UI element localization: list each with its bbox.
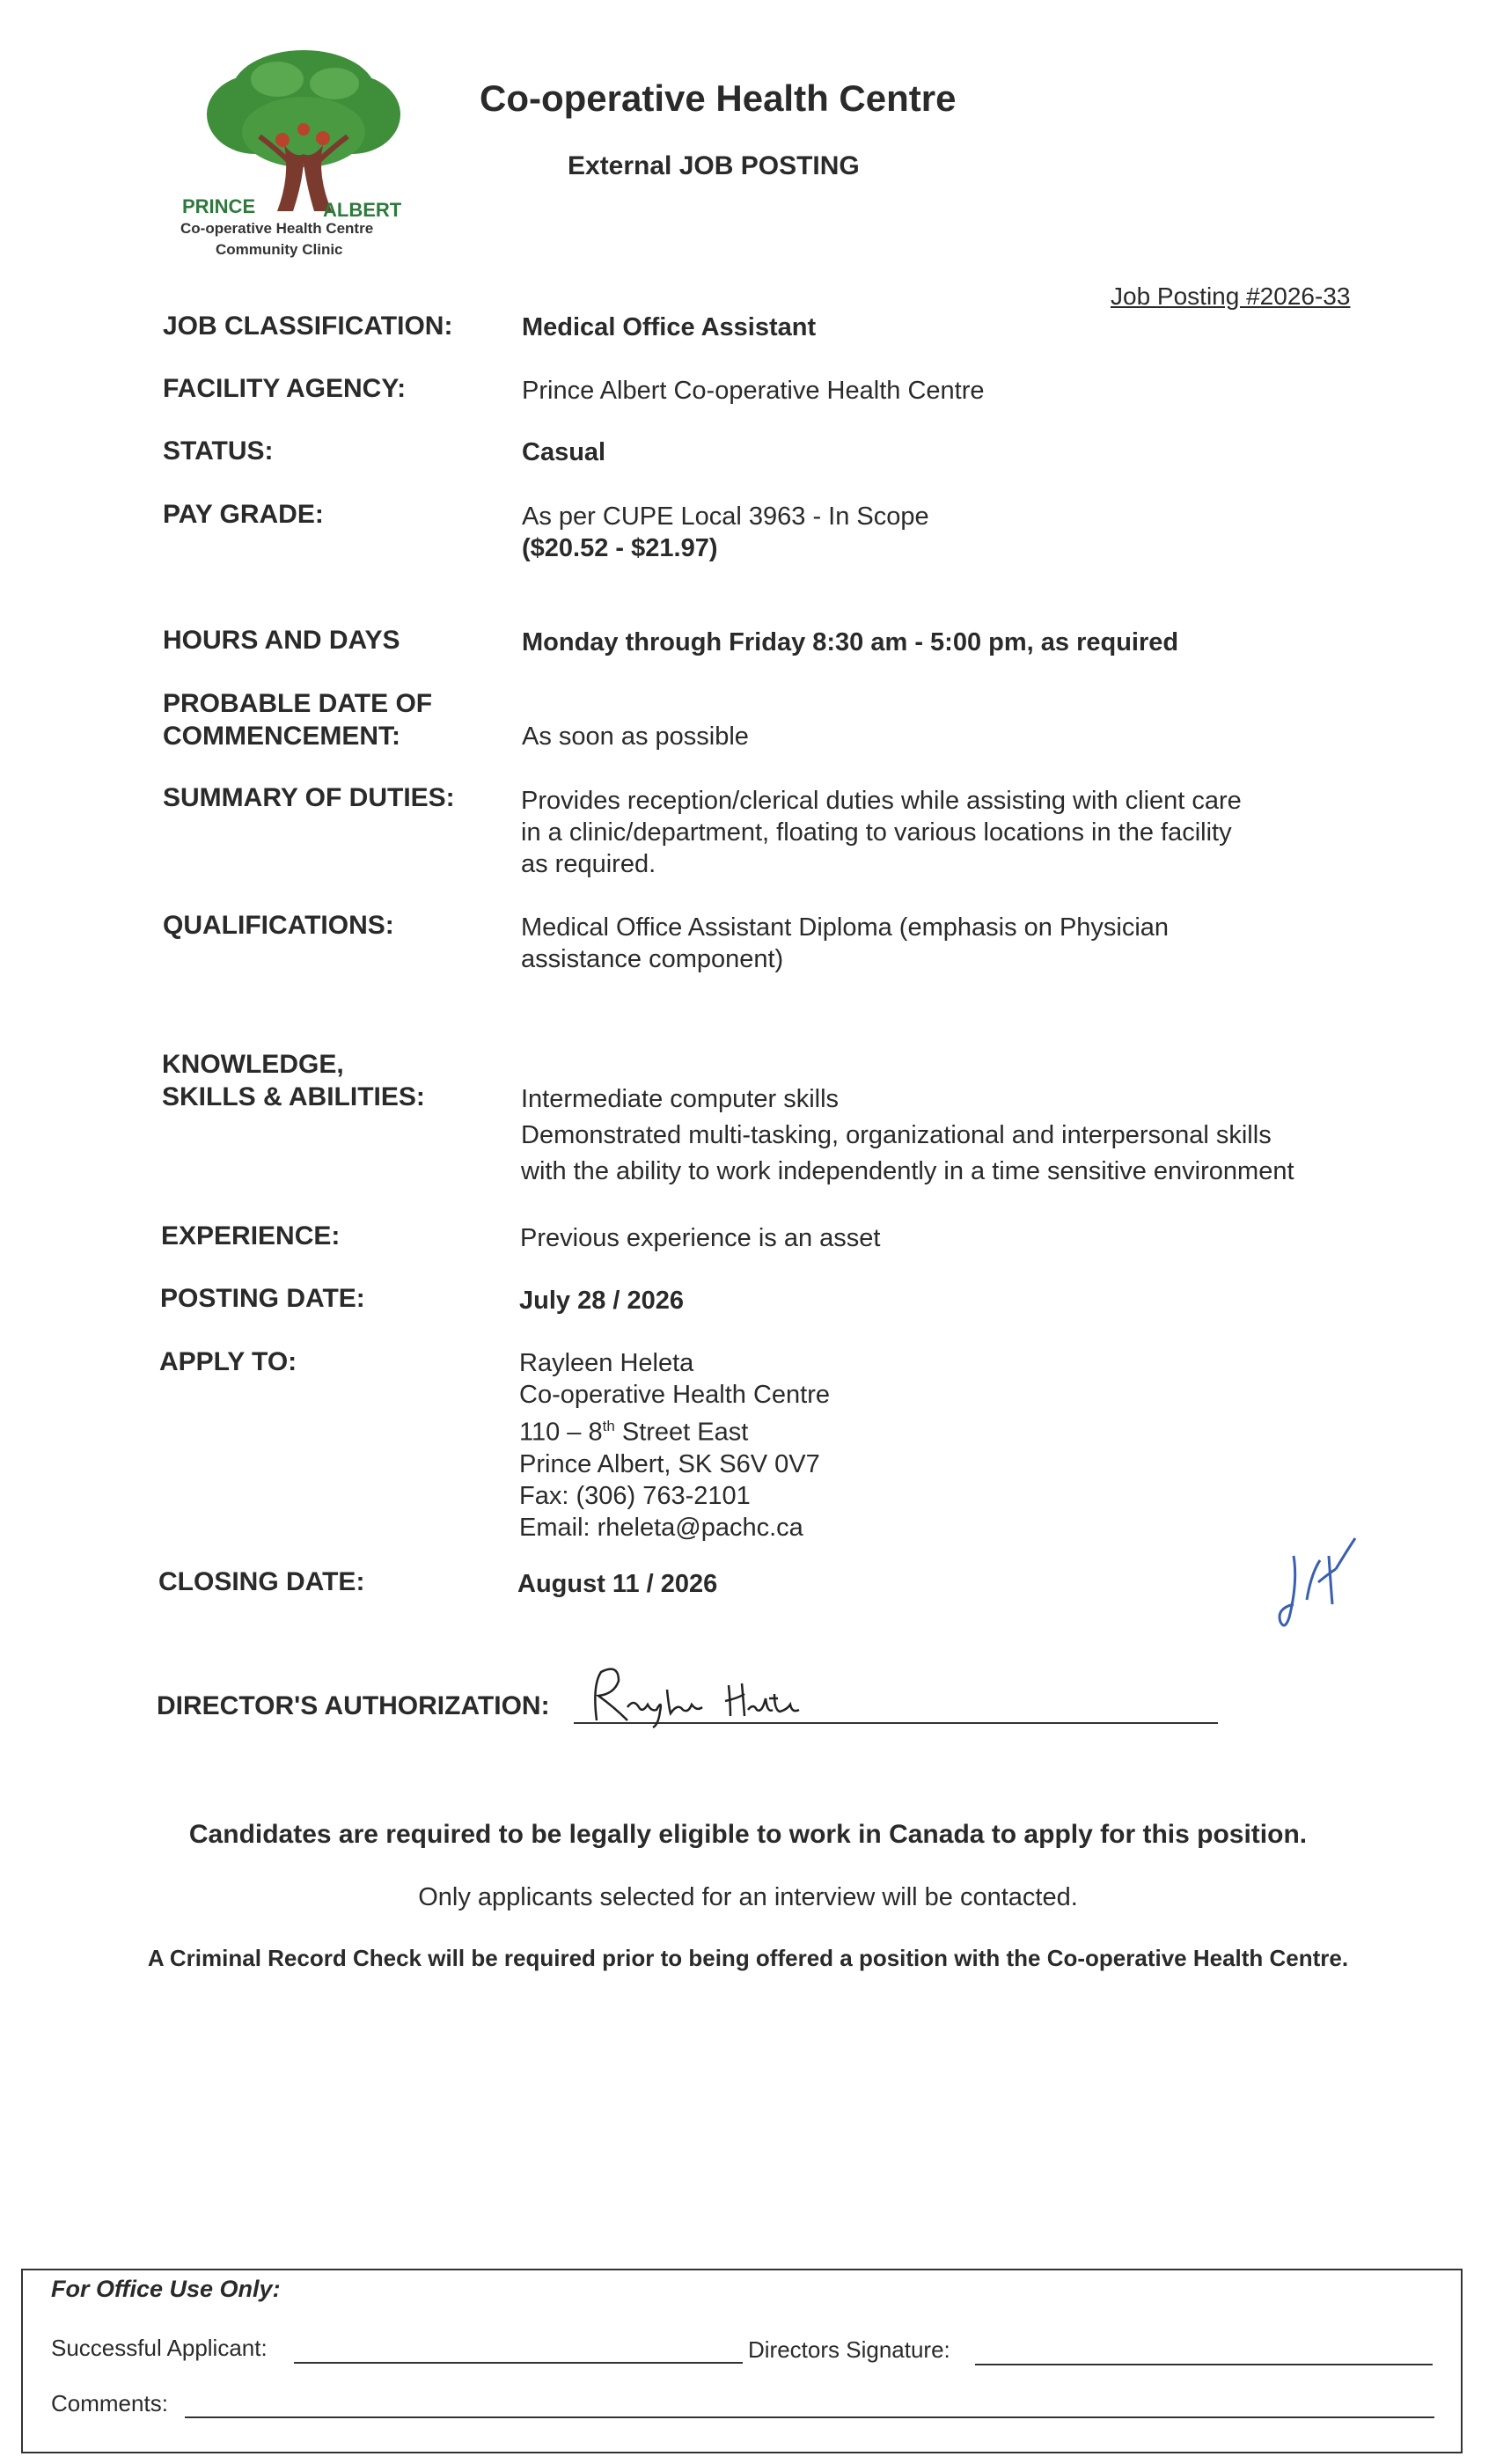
label-ksa-line1: KNOWLEDGE, — [162, 1050, 344, 1079]
pay-grade-range: ($20.52 - $21.97) — [522, 534, 718, 562]
value-summary — [521, 785, 1242, 880]
authorization-label: DIRECTOR'S AUTHORIZATION: — [157, 1691, 550, 1720]
value-apply-to — [519, 1347, 830, 1544]
ksa-line: Intermediate computer skills — [521, 1085, 840, 1113]
label-ksa-line2: SKILLS & ABILITIES: — [162, 1082, 425, 1111]
contact-notice: Only applicants selected for an interview will be contacted. — [418, 1883, 1078, 1911]
label-ksa — [162, 1048, 425, 1113]
directors-signature-label: Directors Signature: — [748, 2336, 950, 2363]
value-ksa — [521, 1082, 1294, 1190]
pay-grade-scope: As per CUPE Local 3963 - In Scope — [522, 502, 929, 531]
label-apply-to: APPLY TO: — [159, 1347, 297, 1376]
label-commencement-line1: PROBABLE DATE OF — [163, 689, 433, 718]
posting-number: Job Posting #2026-33 — [1111, 282, 1351, 310]
label-experience: EXPERIENCE: — [161, 1221, 341, 1250]
street-number: 110 – 8 — [519, 1418, 603, 1447]
value-job-classification: Medical Office Assistant — [522, 313, 817, 341]
directors-signature-line[interactable] — [975, 2364, 1433, 2365]
label-job-classification: JOB CLASSIFICATION: — [163, 312, 453, 341]
value-commencement: As soon as possible — [522, 722, 749, 751]
qualifications-line: assistance component) — [521, 945, 784, 973]
value-posting-date: July 28 / 2026 — [519, 1287, 685, 1315]
successful-applicant-label: Successful Applicant: — [51, 2335, 268, 2361]
summary-line: as required. — [521, 850, 656, 878]
label-closing-date: CLOSING DATE: — [158, 1567, 365, 1596]
label-commencement-line2: COMMENCEMENT: — [163, 722, 400, 751]
org-title: Co-operative Health Centre — [480, 77, 957, 119]
apply-city: Prince Albert, SK S6V 0V7 — [519, 1449, 820, 1478]
logo-prince: PRINCE — [182, 195, 256, 217]
value-closing-date: August 11 / 2026 — [517, 1570, 718, 1598]
label-qualifications: QUALIFICATIONS: — [163, 911, 394, 940]
value-status: Casual — [522, 438, 606, 466]
initials-signature — [1258, 1521, 1364, 1635]
summary-line: Provides reception/clerical duties while assisting with client care — [521, 787, 1242, 815]
label-posting-date: POSTING DATE: — [160, 1284, 365, 1313]
posting-type: External JOB POSTING — [568, 151, 860, 180]
value-experience: Previous experience is an asset — [520, 1224, 881, 1252]
eligibility-notice: Candidates are required to be legally eligible to work in Canada to apply for this position. — [188, 1820, 1308, 1849]
apply-email: Email: rheleta@pachc.ca — [519, 1513, 803, 1542]
logo-line2: Community Clinic — [216, 241, 343, 258]
logo-albert: ALBERT — [323, 199, 402, 221]
street-suffix: th — [602, 1418, 615, 1434]
apply-name: Rayleen Heleta — [519, 1349, 694, 1377]
logo-line1: Co-operative Health Centre — [180, 220, 374, 237]
label-status: STATUS: — [163, 436, 274, 466]
street-name: Street East — [614, 1418, 749, 1447]
apply-org: Co-operative Health Centre — [519, 1381, 831, 1409]
qualifications-line: Medical Office Assistant Diploma (emphasis on Physician — [521, 913, 1170, 942]
value-facility-agency: Prince Albert Co-operative Health Centre — [522, 377, 985, 405]
ksa-line: with the ability to work independently in a time sensitive environment — [521, 1157, 1294, 1185]
label-commencement — [163, 687, 432, 752]
label-pay-grade: PAY GRADE: — [163, 500, 324, 529]
successful-applicant-line[interactable] — [294, 2362, 743, 2364]
apply-street — [519, 1411, 830, 1448]
summary-line: in a clinic/department, floating to various locations in the facility — [521, 818, 1232, 847]
office-use-title: For Office Use Only: — [51, 2276, 281, 2302]
apply-fax: Fax: (306) 763-2101 — [519, 1481, 751, 1510]
value-pay-grade — [522, 501, 929, 564]
value-hours-days: Monday through Friday 8:30 am - 5:00 pm, as required — [522, 628, 1179, 656]
director-signature — [579, 1659, 834, 1729]
criminal-check-notice: A Criminal Record Check will be required prior to being offered a position with the Co-operative Health Centre. — [147, 1945, 1349, 1971]
logo-text — [172, 185, 436, 273]
label-facility-agency: FACILITY AGENCY: — [163, 374, 407, 403]
ksa-line: Demonstrated multi-tasking, organizational and interpersonal skills — [521, 1121, 1272, 1149]
comments-label: Comments: — [51, 2390, 168, 2416]
comments-line[interactable] — [185, 2416, 1434, 2418]
label-hours-days: HOURS AND DAYS — [163, 626, 400, 655]
label-summary: SUMMARY OF DUTIES: — [163, 783, 455, 812]
value-qualifications — [521, 912, 1169, 975]
